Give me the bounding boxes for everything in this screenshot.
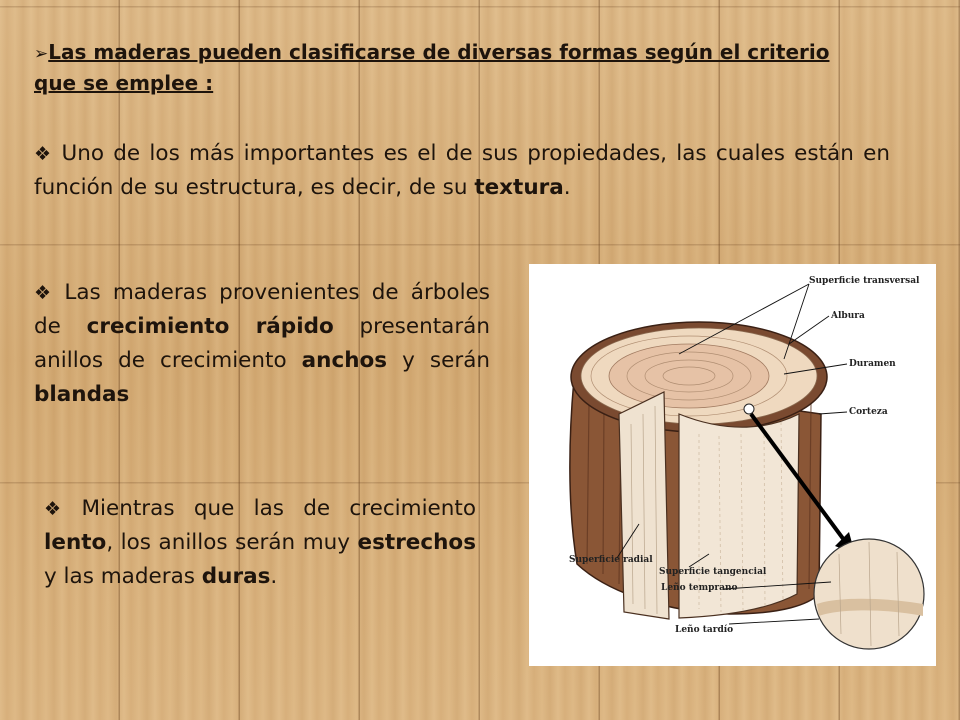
diamond-bullet-icon: ❖ (44, 498, 74, 520)
paragraph-text: y serán (387, 348, 490, 373)
arrow-bullet-icon: ➢ (34, 44, 49, 64)
paragraph-text: y las maderas (44, 564, 202, 589)
bold-term: estrechos (357, 530, 476, 555)
paragraph-text-end: . (563, 175, 571, 200)
bold-term-textura: textura (474, 175, 564, 200)
bold-term: duras (201, 564, 271, 589)
heading-text: Las maderas pueden clasificarse de diversas formas según el criterio que se emplee : (34, 40, 830, 95)
pointer-origin (744, 404, 754, 414)
diamond-bullet-icon: ❖ (34, 143, 54, 165)
bold-term: crecimiento rápido (86, 314, 334, 339)
paragraph-text: , los anillos serán muy (106, 530, 358, 555)
trunk-diagram (529, 264, 936, 666)
paragraph-fast-growth (34, 276, 490, 412)
label-leno-temprano: Leño temprano (661, 583, 738, 593)
label-superficie-transversal: Superficie transversal (809, 276, 920, 286)
label-superficie-tangencial: Superficie tangencial (659, 567, 767, 577)
paragraph-text: Las maderas provenientes de árboles de (34, 280, 490, 339)
label-superficie-radial: Superficie radial (569, 555, 653, 565)
heartwood-area (609, 344, 769, 408)
paragraph-text: Uno de los más importantes es el de sus propiedades, las cuales están en función de su estructura, es decir, de su (34, 141, 890, 200)
paragraph-text: Mientras que las de crecimiento (81, 496, 476, 521)
paragraph-text-end: . (270, 564, 278, 589)
label-corteza: Corteza (849, 407, 888, 417)
bold-term: blandas (34, 382, 130, 407)
paragraph-text: presentarán anillos de crecimiento (34, 314, 490, 373)
bold-term: lento (44, 530, 107, 555)
slide-heading (34, 38, 834, 98)
paragraph-slow-growth (44, 492, 476, 594)
label-duramen: Duramen (849, 359, 896, 369)
bold-term: anchos (301, 348, 388, 373)
diamond-bullet-icon: ❖ (34, 282, 57, 304)
label-leno-tardio: Leño tardío (675, 625, 734, 635)
label-albura: Albura (831, 311, 865, 321)
paragraph-properties (34, 137, 890, 205)
trunk-cross-section-figure (529, 264, 936, 666)
